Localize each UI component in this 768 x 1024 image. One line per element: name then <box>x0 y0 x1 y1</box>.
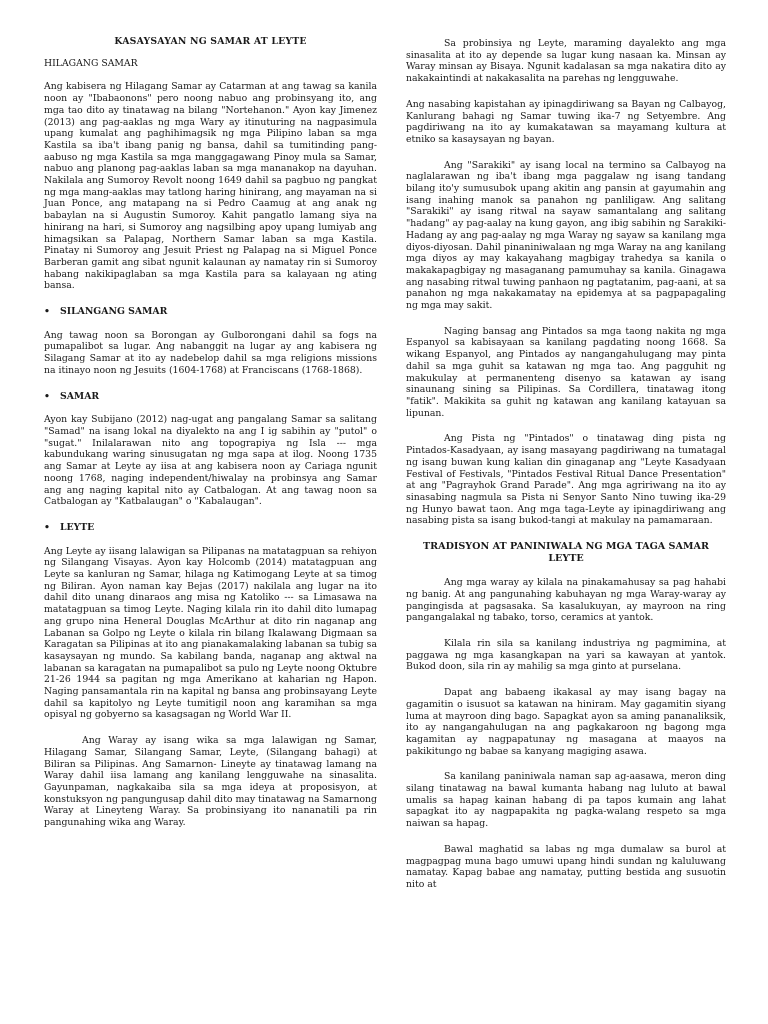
heading-samar <box>44 391 377 403</box>
paragraph-leyte-1: Ang Leyte ay iisang lalawigan sa Pilipanas na matatagpuan sa rehiyon ng Silangang Visayas. Ayon kay Holcomb (2014) matatagpuan ang Leyte sa kanluran ng Samar, hilaga ng Katimogang Leyte at sa timog ng Biliran. Ayon naman kay Bejas (2017) nakilala ang lugar na ito dahil dito unang dinaraos ang misa ng Katoliko --- sa Limasawa na matatagpuan sa timog Leyte. Naging kilala rin ito dahil dito lumapag ang grupo nina Heneral Douglas McArthur at dito rin naganap ang Labanan sa Golpo ng Leyte o kilala rin bilang Ikalawang Digmaan sa Karagatan sa Pilipinas at ito ang pianakamalaking labanan sa tubig sa kasaysayan ng mundo. Sa kabilang banda, naganap ang aktwal na labanan sa karagatan na pumapalibot sa pulo ng Leyte noong Oktubre 21-26 1944 sa pagitan ng mga Amerikano at kaharian ng Hapon. Naging pansamantala rin na kapital ng bansa ang probinsayang Leyte dahil sa kapitolyo ng Leyte tumitigil noon ang karamihan sa mga opisyal ng gobyerno sa kasagsagan ng World War II. <box>44 545 377 721</box>
heading-leyte <box>44 522 377 534</box>
paragraph-sarakiki: Ang "Sarakiki" ay isang local na termino sa Calbayog na naglalarawan ng iba't ibang mga paggalaw ng isang tandang bilang ito'y sumusubok upang akitin ang pansin at gayumahin ang isang inahing manok sa panahon ng panliligaw. Ang salitang "Sarakiki" ay isang ritwal na sayaw samantalang ang salitang "hadang" ay pag-aalay na kung gayon, ang ibig sabihin ng Sarakiki-Hadang ay ang pag-aalay ng mga Waray ng sayaw sa kanilang mga diyos-diyosan. Dahil pinaniniwalaan ng mga Waray na ang kanilang mga diyos ay may kakayahang magbigay trahedya sa kanila o makakapagbigay ng masaganang pamumuhay sa kanila. Ginagawa ang nasabing ritwal tuwing panhaon ng pagtatanim, pag-aani, at sa panahon ng mga nakakamatay na epidemya at sa pagpapagaling ng mga may sakit. <box>406 159 726 312</box>
right-column <box>406 38 726 905</box>
heading-hilagang-samar: HILAGANG SAMAR <box>44 57 138 69</box>
paragraph-samar: Ayon kay Subijano (2012) nag-ugat ang pangalang Samar sa salitang "Samad" na isang lokal na diyalekto na ang I ig sabihin ay "putol" o "sugat." Inilalarawan nito ang topograpiya ng Isla --- mga kabundukang waring sinusugatan ng mga sapa at ilog. Noong 1735 ang Samar at Leyte ay iisa at ang kabisera noon ay Cariaga ngunit noong 1768, naging independent/hiwalay na probinsya ang Samar ang ang naging kapital nito ay Catbalogan. At ang tawag noon sa Catbalogan ay "Katbalaugan" o "Kabalaugan". <box>44 414 377 508</box>
paragraph-tradisyon-4: Sa kanilang paniniwala naman sap ag-aasawa, meron ding silang tinatawag na bawal kumanta habang nag luluto at bawal umalis sa hapag kainan habang di pa tapos kumain ang lahat sapagkat ito ay nagpapakita ng pagka-walang respeto sa mga naiwan sa hapag. <box>406 771 726 830</box>
heading-silangang-samar <box>44 306 377 318</box>
left-column <box>44 36 377 843</box>
paragraph-tradisyon-5: Bawal maghatid sa labas ng mga dumalaw sa burol at magpagpag muna bago umuwi upang hindi sundan ng kaluluwang namatay. Kapag babae ang namatay, putting bestida ang susuotin nito at <box>406 843 726 890</box>
paragraph-tradisyon-2: Kilala rin sila sa kanilang industriya ng pagmimina, at paggawa ng mga kasangkapan na yari sa kawayan at yantok. Bukod doon, sila rin ay mahilig sa mga ginto at purselana. <box>406 637 726 673</box>
heading-text: LEYTE <box>60 521 95 533</box>
heading-text: SILANGANG SAMAR <box>60 306 168 318</box>
heading-text: SAMAR <box>60 390 100 402</box>
paragraph-hilagang-samar: Ang kabisera ng Hilagang Samar ay Catarman at ang tawag sa kanila noon ay "Ibabaonons" pero noong nabuo ang probinsyang ito, ang mga tao dito ay tinatawag na bilang "Nortehanon." Ayon kay Jimenez (2013) ang pag-aaklas ng mga Wary ay itinuturing na nagpasimula upang kumalat ang paghihimagsik ng mga Pilipino laban sa mga Kastila sa iba't ibang panig ng bansa, dahil sa tumitinding pang-aabuso ng mga Kastila sa mga manggagawang Pinoy mula sa Samar, nabuo ang planong pag-aaklas laban sa mga mananakop na dayuhan. Nakilala ang Sumoroy Revolt noong 1649 dahil sa pagbuo ng pangkat ng mga mang-aaklas may tatlong haring hinirang, ang mayaman na si Juan Ponce, ang matapang na si Pedro Caamug at ang anak ng babaylan na si Augustin Sumoroy. Kahit pangatlo lamang siya na hinirang na hari, si Sumoroy ang nagsilbing apoy upang lumiyab ang himagsikan sa Palapag, Northern Samar laban sa mga Kastila. Pinatay ni Sumoroy ang Jesuit Priest ng Palapag na si Miguel Ponce Barberan gamit ang sibat ngunit kalaunan ay namatay rin si Sumoroy habang nakikipaglaban sa mga Kastila para sa kalayaan ng ating bansa. <box>44 81 377 292</box>
paragraph-tradisyon-3: Dapat ang babaeng ikakasal ay may isang bagay na gagamitin o isusuot sa katawan na hiniram. May gagamitin siyang luma at mayroon ding bago. Sapagkat ayon sa aming pananaliksik, ito ay nangangahulugan na ang pagkakaroon ng bagong mga kagamitan ay nagpapatunay ng masagana at maayos na pakikitungo ng babae sa kanyang magiging asawa. <box>406 687 726 757</box>
paragraph-leyte-2: Ang Waray ay isang wika sa mga lalawigan ng Samar, Hilagang Samar, Silangang Samar, Leyte, (Silangang bahagi) at Biliran sa Pilipinas. Ang Samarnon- Lineyte ay tinatawag lamang na Waray dahil iisa lamang ang kanilang lengguwahe na sinasalita. Gayunpaman, nagkakaiba sila sa mga ideya at proposisyon, at konstuksyon ng pangungusap dahil dito may tinatawag na Samarnong Waray at Lineyteng Waray. Sa probinsiyang ito nananatili pa rin pangunahing wika ang Waray. <box>44 735 377 829</box>
paragraph-dayalekto: Sa probinsiya ng Leyte, maraming dayalekto ang mga sinasalita at ito ay depende sa lugar kung nasaan ka. Minsan ay Waray minsan ay Bisaya. Ngunit kadalasan sa mga nakatira dito ay nakakaintindi at nakakasalita na parehas ng lengguwahe. <box>406 38 726 85</box>
paragraph-pintados: Naging bansag ang Pintados sa mga taong nakita ng mga Espanyol sa kabisayaan sa kanilang pagdating noong 1668. Sa wikang Espanyol, ang Pintados ay nangangahulugang may pinta dahil sa mga guhit sa katawan ng mga tao. Ang pagguhit ng makukulay at permanenteng disenyo sa katawan ay isang sinaunang sining sa Pilipinas. Sa Cordillera, tinatawag itong "fatik". Makikita sa guhit ng katawan ang kanilang katayuan sa lipunan. <box>406 325 726 419</box>
paragraph-pista-pintados: Ang Pista ng "Pintados" o tinatawag ding pista ng Pintados-Kasadyaan, ay isang masayang pagdiriwang na tumatagal ng isang buwan kung kalian din ginaganap ang "Leyte Kasadyaan Festival of Festivals, "Pintados Festival Ritual Dance Presentation" at ang "Pagrayhok Grand Parade". Ang mga agririwang na ito ay sinasabing nagmula sa Pista ni Senyor Santo Nino tuwing ika-29 ng Hunyo bawat taon. Ang mga taga-Leyte ay ipinagdiriwang ang nasabing pista sa isang bukod-tangi at makulay na pamamaraan. <box>406 433 726 527</box>
document-title: KASAYSAYAN NG SAMAR AT LEYTE <box>114 36 307 47</box>
paragraph-kapistahan: Ang nasabing kapistahan ay ipinagdiriwang sa Bayan ng Calbayog, Kanlurang bahagi ng Samar tuwing ika-7 ng Setyembre. Ang pagdiriwang na ito ay kumakatawan sa mayamang kultura at etniko sa kasaysayan ng bayan. <box>406 98 726 145</box>
paragraph-silangang-samar: Ang tawag noon sa Borongan ay Gulborongani dahil sa fogs na pumapalibot sa lugar. Ang nabanggit na lugar ay ang kabisera ng Silagang Samar at ito ay nadebelop dahil sa mga religions missions na itinayo noon ng Jesuits (1604-1768) at Franciscans (1768-1868). <box>44 329 377 376</box>
bullet: • <box>44 306 50 318</box>
bullet: • <box>44 521 50 533</box>
heading-tradisyon: TRADISYON AT PANINIWALA NG MGA TAGA SAMAR LEYTE <box>423 541 709 565</box>
bullet: • <box>44 390 50 402</box>
paragraph-tradisyon-1: Ang mga waray ay kilala na pinakamahusay sa pag hahabi ng banig. At ang pangunahing kabuhayan ng mga Waray-waray ay pangingisda at pagsasaka. Sa kasalukuyan, ay mayroon na ring pangangalakal ng tabako, torso, ceramics at yantok. <box>406 577 726 624</box>
